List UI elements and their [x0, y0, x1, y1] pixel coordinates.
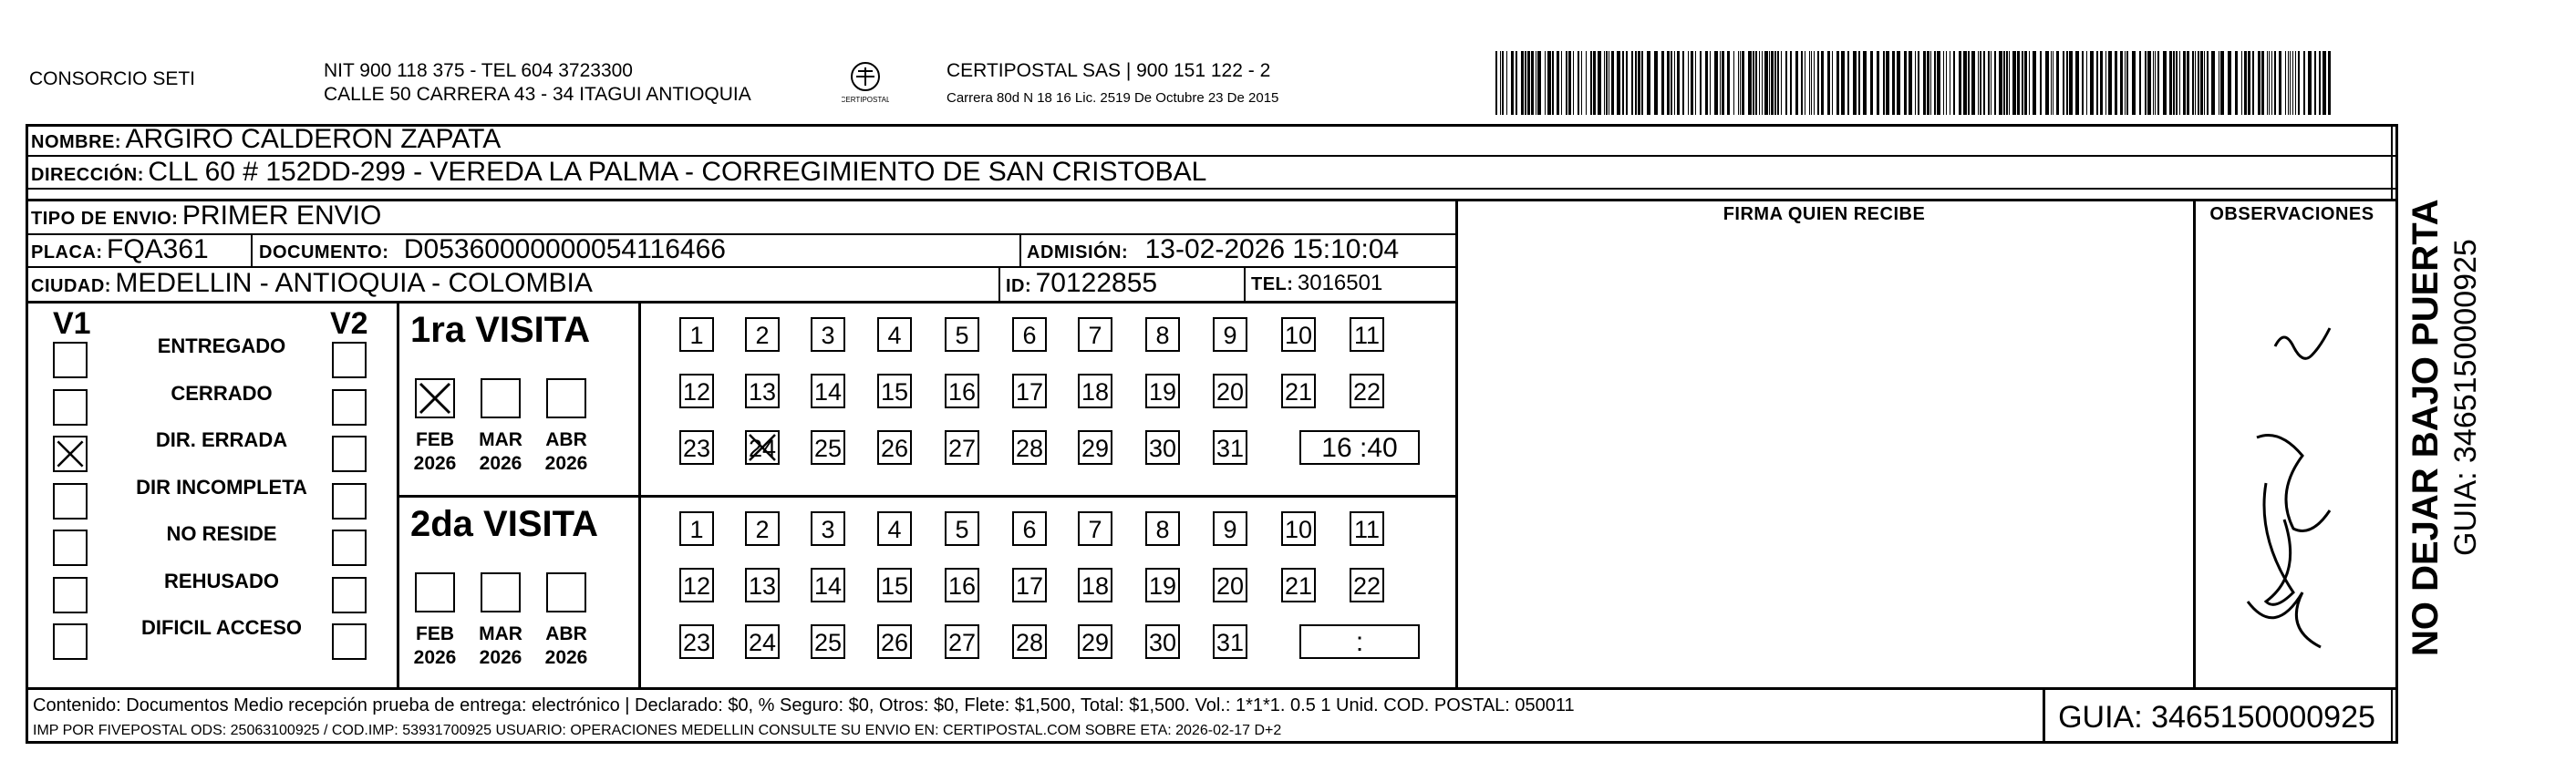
month-checkbox[interactable] — [415, 572, 455, 612]
license-line: Carrera 80d N 18 16 Lic. 2519 De Octubre 23 De 2015 — [947, 90, 1279, 106]
day-box[interactable]: 21 — [1281, 568, 1316, 602]
v1-checkbox[interactable] — [53, 342, 88, 378]
day-box[interactable]: 1 — [679, 317, 714, 352]
day-box[interactable]: 13 — [745, 568, 780, 602]
day-box[interactable]: 15 — [877, 568, 912, 602]
v2-checkbox[interactable] — [332, 530, 367, 566]
day-box[interactable]: 3 — [811, 511, 845, 546]
id-value: 70122855 — [1035, 268, 1158, 298]
side-guia: GUIA: 3465150000925 — [2448, 239, 2483, 556]
day-box[interactable]: 10 — [1281, 317, 1316, 352]
day-box[interactable]: 4 — [877, 511, 912, 546]
signature — [2193, 301, 2391, 687]
day-box[interactable]: 31 — [1213, 430, 1247, 465]
v1-checkbox[interactable] — [53, 530, 88, 566]
month-label: MAR 2026 — [479, 429, 522, 474]
address-line: CALLE 50 CARRERA 43 - 34 ITAGUI ANTIOQUIA — [324, 84, 751, 105]
day-box[interactable]: 7 — [1078, 317, 1112, 352]
day-box[interactable]: 6 — [1012, 317, 1047, 352]
direccion-value: CLL 60 # 152DD-299 - VEREDA LA PALMA - CORREGIMIENTO DE SAN CRISTOBAL — [148, 157, 1207, 187]
day-box[interactable]: 13 — [745, 374, 780, 408]
tel-label: TEL: — [1251, 274, 1294, 294]
day-box[interactable]: 5 — [945, 511, 979, 546]
month-checkbox[interactable] — [546, 378, 586, 418]
no-dejar-bajo-puerta: NO DEJAR BAJO PUERTA — [2405, 199, 2446, 656]
status-label: DIR INCOMPLETA — [136, 475, 307, 499]
month-label: MAR 2026 — [479, 623, 522, 668]
day-box[interactable]: 24 — [745, 430, 780, 465]
day-box[interactable]: 26 — [877, 430, 912, 465]
v1-label: V1 — [53, 306, 91, 341]
day-box[interactable]: 24 — [745, 624, 780, 659]
placa-value: FQA361 — [107, 234, 209, 264]
barcode — [1495, 51, 2334, 115]
day-box[interactable]: 16 — [945, 374, 979, 408]
month-checkbox[interactable] — [546, 572, 586, 612]
day-box[interactable]: 17 — [1012, 374, 1047, 408]
day-box[interactable]: 20 — [1213, 568, 1247, 602]
day-box[interactable]: 27 — [945, 624, 979, 659]
v1-checkbox[interactable] — [53, 389, 88, 426]
certipostal-line: CERTIPOSTAL SAS | 900 151 122 - 2 — [947, 60, 1271, 81]
day-box[interactable]: 10 — [1281, 511, 1316, 546]
day-box[interactable]: 8 — [1145, 511, 1180, 546]
day-box[interactable]: 30 — [1145, 430, 1180, 465]
day-box[interactable]: 8 — [1145, 317, 1180, 352]
day-box[interactable]: 21 — [1281, 374, 1316, 408]
day-box[interactable]: 31 — [1213, 624, 1247, 659]
day-box[interactable]: 22 — [1350, 374, 1384, 408]
admision-value: 13-02-2026 15:10:04 — [1144, 234, 1400, 264]
v2-checkbox[interactable] — [332, 342, 367, 378]
day-box[interactable]: 9 — [1213, 317, 1247, 352]
day-box[interactable]: 14 — [811, 374, 845, 408]
day-box[interactable]: 11 — [1350, 317, 1384, 352]
placa-label: PLACA: — [31, 242, 103, 262]
tipo-envio-label: TIPO DE ENVIO: — [31, 209, 179, 229]
tel-value: 3016501 — [1297, 271, 1383, 295]
status-label: DIR. ERRADA — [155, 428, 288, 451]
time-box[interactable]: : — [1299, 624, 1420, 659]
certipostal-logo — [842, 60, 889, 106]
day-box[interactable]: 9 — [1213, 511, 1247, 546]
month-checkbox[interactable] — [481, 572, 521, 612]
day-box[interactable]: 4 — [877, 317, 912, 352]
day-box[interactable]: 19 — [1145, 568, 1180, 602]
day-box[interactable]: 15 — [877, 374, 912, 408]
day-box[interactable]: 2 — [745, 511, 780, 546]
v2-checkbox[interactable] — [332, 623, 367, 660]
day-box[interactable]: 1 — [679, 511, 714, 546]
day-box[interactable]: 29 — [1078, 624, 1112, 659]
v2-checkbox[interactable] — [332, 483, 367, 520]
admision-label: ADMISIÓN: — [1027, 242, 1129, 262]
footer-guia: GUIA: 3465150000925 — [2058, 700, 2375, 735]
v1-checkbox[interactable] — [53, 623, 88, 660]
day-box[interactable]: 12 — [679, 568, 714, 602]
v2-label: V2 — [330, 306, 368, 341]
visit-title: 2da VISITA — [410, 504, 598, 544]
visit-title: 1ra VISITA — [410, 310, 591, 350]
month-checkbox[interactable] — [415, 378, 455, 418]
status-label: REHUSADO — [164, 569, 279, 592]
month-label: ABR 2026 — [544, 429, 588, 474]
v2-checkbox[interactable] — [332, 436, 367, 472]
month-checkbox[interactable] — [481, 378, 521, 418]
day-box[interactable]: 7 — [1078, 511, 1112, 546]
day-box[interactable]: 12 — [679, 374, 714, 408]
day-box[interactable]: 27 — [945, 430, 979, 465]
logo-text: CERTIPOSTAL — [842, 96, 889, 104]
direccion-label: DIRECCIÓN: — [31, 165, 144, 185]
day-box[interactable]: 19 — [1145, 374, 1180, 408]
tipo-envio-value: PRIMER ENVIO — [181, 201, 382, 231]
day-box[interactable]: 2 — [745, 317, 780, 352]
day-box[interactable]: 11 — [1350, 511, 1384, 546]
day-box[interactable]: 26 — [877, 624, 912, 659]
documento-label: DOCUMENTO: — [259, 242, 389, 262]
day-box[interactable]: 16 — [945, 568, 979, 602]
day-box[interactable]: 25 — [811, 430, 845, 465]
month-label: FEB 2026 — [413, 429, 457, 474]
status-label: DIFICIL ACCESO — [140, 616, 302, 639]
id-label: ID: — [1006, 276, 1032, 296]
ciudad-value: MEDELLIN - ANTIOQUIA - COLOMBIA — [115, 268, 593, 298]
day-box[interactable]: 23 — [679, 624, 714, 659]
v1-checkbox[interactable] — [53, 483, 88, 520]
day-box[interactable]: 17 — [1012, 568, 1047, 602]
day-box[interactable]: 23 — [679, 430, 714, 465]
v2-checkbox[interactable] — [332, 577, 367, 613]
company-name: CONSORCIO SETI — [29, 68, 196, 89]
observaciones-header: OBSERVACIONES — [2209, 204, 2374, 224]
day-box[interactable]: 22 — [1350, 568, 1384, 602]
month-label: ABR 2026 — [544, 623, 588, 668]
day-box[interactable]: 30 — [1145, 624, 1180, 659]
month-label: FEB 2026 — [413, 623, 457, 668]
footer-print-info: IMP POR FIVEPOSTAL ODS: 25063100925 / COD.IMP: 53931700925 USUARIO: OPERACIONES MEDELLIN CONSULTE SU ENVIO EN: CERTIPOSTAL.COM SOBRE ETA: 2026-02-17 D+2 — [33, 723, 1282, 738]
day-box[interactable]: 3 — [811, 317, 845, 352]
day-box[interactable]: 14 — [811, 568, 845, 602]
day-box[interactable]: 25 — [811, 624, 845, 659]
v1-checkbox[interactable] — [53, 577, 88, 613]
day-box[interactable]: 5 — [945, 317, 979, 352]
firma-header: FIRMA QUIEN RECIBE — [1723, 204, 1926, 224]
day-box[interactable]: 18 — [1078, 374, 1112, 408]
nit-line: NIT 900 118 375 - TEL 604 3723300 — [324, 60, 633, 81]
status-label: NO RESIDE — [166, 522, 277, 545]
day-box[interactable]: 28 — [1012, 430, 1047, 465]
status-label: CERRADO — [171, 381, 273, 405]
v1-checkbox[interactable] — [53, 436, 88, 472]
time-box[interactable]: 16 :40 — [1299, 430, 1420, 465]
footer-content: Contenido: Documentos Medio recepción prueba de entrega: electrónico | Declarado: $0, % Seguro: $0, Otros: $0, Flete: $1,500, Total: $1,500. Vol.: 1*1*1. 0.5 1 Unid. COD. POSTAL: 050011 — [33, 695, 1575, 715]
ciudad-label: CIUDAD: — [31, 276, 111, 296]
nombre-label: NOMBRE: — [31, 132, 122, 152]
day-box[interactable]: 28 — [1012, 624, 1047, 659]
documento-value: D05360000000054116466 — [403, 234, 726, 264]
nombre-value: ARGIRO CALDERON ZAPATA — [125, 124, 502, 154]
day-box[interactable]: 29 — [1078, 430, 1112, 465]
status-label: ENTREGADO — [157, 334, 286, 357]
v2-checkbox[interactable] — [332, 389, 367, 426]
day-box[interactable]: 18 — [1078, 568, 1112, 602]
day-box[interactable]: 20 — [1213, 374, 1247, 408]
day-box[interactable]: 6 — [1012, 511, 1047, 546]
